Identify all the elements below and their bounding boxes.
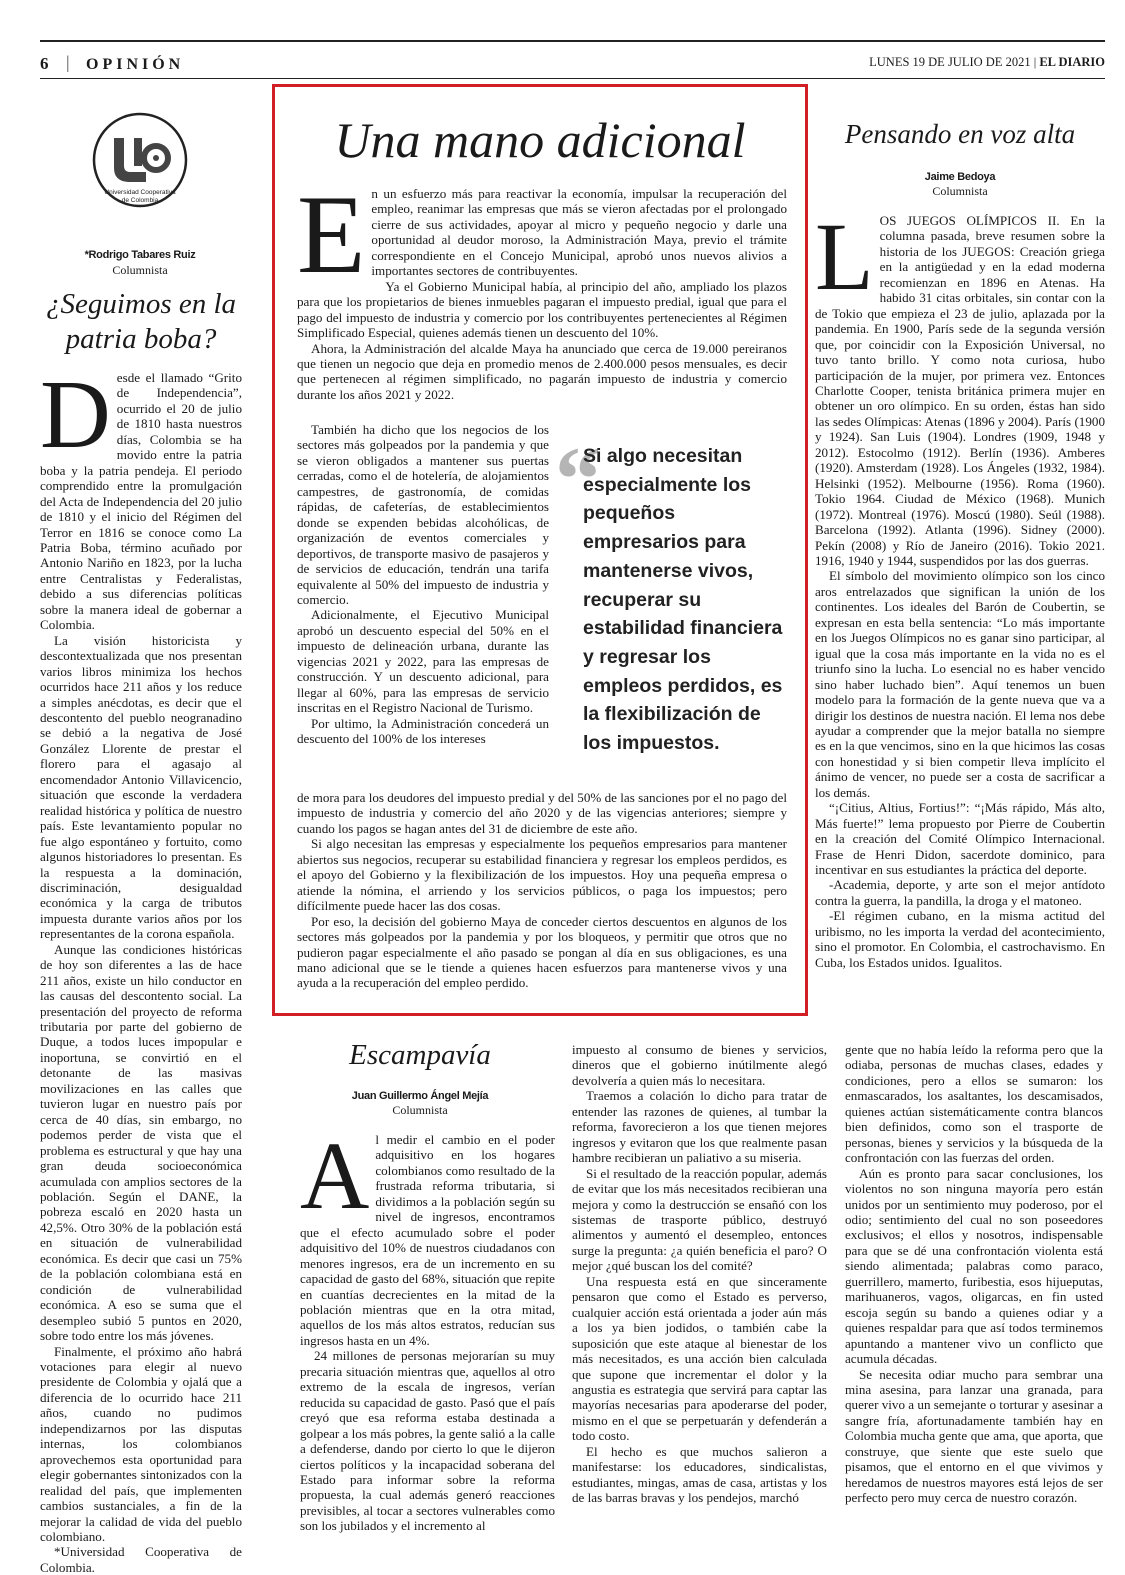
svg-text:Universidad Cooperativa: Universidad Cooperativa (104, 189, 176, 196)
bottom-col2 (572, 1042, 827, 1506)
right-headline: Pensando en voz alta (844, 119, 1076, 149)
bottom-c1p1: l medir el cambio en el poder adquisitivo en los hogares colombianos como resultado de la frustrada reforma tributaria, si dividimos a la población según su nivel de ingresos, encontramos que el efecto acumulado sobre el poder adquisitivo del 10% de nuestros ciudadanos con menores ingresos, era de un incremento en su capacidad de gasto del 68%, situación que repite en cuantías decrecientes en la mitad de la población mientras que en la otra mitad, aquellos de los más altos estratos, reducían sus ingresos hasta en un 4%. (300, 1132, 555, 1348)
paper-name: EL DIARIO (1039, 55, 1105, 69)
left-role: Columnista (112, 263, 168, 277)
bottom-c1p2: 24 millones de personas mejorarían su muy precaria situación mientras que, aquellos al otro extremo de la escala de ingresos, verían reducida su capacidad de gasto. Pasó que el país creyó que esa reforma estaba destinada a golpear a los más pobres, la gente salió a la calle a defenderse, dando por cierto lo que le dijeron ciertos políticos y la incapacidad soberana del Estado para informar sobre la reforma propuesta, la cual además generó reacciones previsibles, al tocar a sectores vulnerables como son los jubilados y el incremento al (300, 1348, 555, 1534)
right-role: Columnista (932, 184, 988, 198)
bottom-c2p3: Si el resultado de la reacción popular, además de evitar que los más necesitados recibieran una mejora y como la destrucción se ensañó con los sistemas de trasporte público, destruyó alimentos y aumentó el desempleo, entonces surge la pregunta: ¿a quién beneficia el paro? O mejor ¿qué buscan los del comité? (572, 1165, 827, 1274)
quote-mark-icon: “ (555, 428, 601, 530)
right-p2: El símbolo del movimiento olímpico son los cinco aros entrelazados que significan la unión de los continentes. Los ideales del Barón de Coubertin, se expresan en esta bella sentencia: “Lo más importante en los Juegos Olímpicos no es ganar sino participar, al igual que la cosa más importante en la vida no es el triunfo sino la lucha. Lo esencial no es haber vencido sino haber luchado bien”. Aquí tenemos un buen modelo para la formación de la gente nueva que va a dirigir los destinos de nuestra nación. El lema nos debe ayudar a comprender que la mejor batalla no siempre es en la que vencimos, sino en la que hicimos las cosas con honestidad y si bien competir lleva implícito el ánimo de vencer, no puede ser a costa de sacrificar a los demás. (815, 568, 1105, 800)
top-rule (40, 40, 1105, 42)
header-rule (40, 78, 1105, 79)
editorial-narrow-body (297, 422, 549, 747)
bottom-col1 (300, 1122, 555, 1534)
editorial-p5: Adicionalmente, el Ejecutivo Municipal aprobó un descuento especial del 50% en el impuesto de delineación urbana, durante las vigencias 2021 y 2022, para las empresas de construcción. Y un descuento adicional, para llegar al 60%, para las empresas de servicio inscritas en el Registro Nacional de Turismo. (297, 607, 549, 716)
right-p1: OS JUEGOS OLÍMPICOS II. En la columna pasada, breve resumen sobre la historia de los JUEGOS: Creación griega en la antigüedad y en la edad moderna recomienzan en 1896 en Atenas. Ha habido 31 citas orbitales, sin contar con la de Tokio que empieza el 23 de julio, aplazada por la pandemia. En 1900, París sede de la segunda versión que, por coincidir con la Exposición Universal, no tuvo tanto brillo. Y como nota curiosa, hubo participación de la mujer, por primera vez. Entonces Charlotte Cooper, tenista británica primera mujer en obtener un oro olímpico. En su orden, éstas han sido las sedes Olímpicas: Atenas (1896 y 2004). París (1900 y 1924). San Luis (1904). Londres (1909, 1948 y 2012). Estocolmo (1912). Berlín (1936). Amberes (1920). Amsterdam (1928). Los Ángeles (1932, 1984). Helsinki (1952). Melbourne (1956). Roma (1960). Tokio 1964. Ciudad de México (1968). Munich (1972). Montreal (1976). Moscú (1980). Seúl (1988). Barcelona (1992). Atlanta (1996). Sidney (2000). Pekín (2008) y Río de Janeiro (2016). Tokio 2021. 1916, 1940 y 1944, suspendidos por las dos guerras. (815, 213, 1105, 568)
editorial-p7: Si algo necesitan las empresas y especialmente los pequeños empresarios para mantener abiertos sus negocios, recuperar su estabilidad financiera y regresar los empleos perdidos, es el apoyo del Gobierno y la flexibilización de los impuestos. Hoy una pequeña empresa o atiende la nómina, el arriendo y los servicios públicos, o paga los impuestos; pero difícilmente puede hacer las dos cosas. (297, 836, 787, 914)
editorial-p4: También ha dicho que los negocios de los sectores más golpeados por la pandemia y que se vieron obligados a mantener sus puertas cerradas, como el de hotelería, de alojamientos campestres, de gastronomía, de comidas rápidas, de cafeterías, de establecimientos donde se expenden bebidas alcohólicas, de organización de eventos comerciales y deportivos, de transporte masivo de pasajeros y de servicios de educación, tendrán una tarifa equivalente al 50% del impuesto de industria y comercio. (297, 422, 549, 607)
header-separator: | (66, 52, 70, 72)
left-headline: ¿Seguimos en la patria boba? (45, 288, 237, 355)
bottom-col3 (845, 1042, 1103, 1506)
editorial-p2: Ya el Gobierno Municipal había, al principio del año, ampliado los plazos para que los propietarios de bienes inmuebles pagaran el impuesto predial, igual que para el pago del impuesto de industria y comercio por los contribuyentes pertenecientes al Régimen Simplificado Especial, quienes además tienen un descuento del 10%. (297, 278, 787, 341)
pull-quote: Si algo necesitan especialmente los pequeños empresarios para mantenerse vivos, recuperar su estabilidad financiera y regresar los empleos perdidos, es la flexibilización de los impuestos. (583, 445, 783, 755)
left-dropcap: D (40, 361, 111, 469)
header-date-line: LUNES 19 DE JULIO DE 2021 | EL DIARIO (869, 55, 1105, 69)
right-article-body (815, 203, 1105, 970)
bottom-c3p1: gente que no había leído la reforma pero que la odiaba, personas de muchas clases, edades y condiciones, pero a ellos se sumaron: los enmascarados, los asaltantes, los descamisados, quienes actúan sistemáticamente contra blancos bien definidos, como son el trasporte de personas, bienes y servicios y la búsqueda de la confrontación con las fuerzas del orden. (845, 1042, 1103, 1166)
bottom-dropcap: A (300, 1122, 370, 1229)
page-number: 6 (40, 54, 49, 73)
editorial-p1: n un esfuerzo más para reactivar la economía, impulsar la recuperación del empleo, reanimar las empresas que más se vieron afectadas por el prolongado cierre de sus actividades, apoyar al micro y pequeño negocio y darle una oportunidad al deudor moroso, la Administración Maya, previo el trámite correspondiente en el Concejo Municipal, aprobó unos nuevos alivios a importantes sectores de contribuyentes. (371, 186, 787, 279)
editorial-p8: Por eso, la decisión del gobierno Maya de conceder ciertos descuentos en algunos de los sectores más golpeados por la pandemia y por los bloqueos, y permitir que otros que no pudieron pagar especialmente el año pasado se pongan al día en sus obligaciones, es una mano adicional que se le tiende a quienes hacen esfuerzos para mantenerse vivos y una ayuda a la recuperación del empleo perdido. (297, 913, 787, 991)
bottom-c2p4: Una respuesta está en que sinceramente pensaron que como el Estado es perverso, cualquier acción está orientada a joder aún más a los ya bien jodidos, o también cabe la suposición que este ataque al bienestar de los más necesitados, es una acción bien calculada que supone que incrementar el dolor y la angustia es estrategia que servirá para captar las mayorías necesarias para apoderarse del poder, mismo en el que se perpetuarán y defenderán a todo costo. (572, 1273, 827, 1444)
editorial-dropcap: E (297, 173, 366, 297)
left-author: *Rodrigo Tabares Ruiz (84, 249, 196, 261)
bottom-c2p2: Traemos a colación lo dicho para tratar de entender las razones de quienes, al tumbar la reforma, favorecieron a los que tienen mejores ingresos y evitaron que los que realmente pasan hambre recibieran un paliativo a su miseria. (572, 1088, 827, 1166)
right-p3: “¡Citius, Altius, Fortius!”: “¡Más rápido, Más alto, Más fuerte!” lema propuesto por Pierre de Coubertin en la creación del Comité Olímpico Internacional. Frase de Henri Didon, sacerdote dominico, para incentivar en sus estudiantes la práctica del deporte. (815, 800, 1105, 878)
university-logo-icon (90, 110, 190, 230)
university-logo (90, 110, 190, 230)
bottom-c3p3: Se necesita odiar mucho para sembrar una mina asesina, para lanzar una granada, para querer vivo a un semejante o torturar y asesinar a sangre fría, afortunadamente también hay en Colombia mucha gente que ama, que aporta, que construye, que siente que este suelo que pisamos, que el entorno en el que vivimos y heredamos de nuestros mayores está lejos de ser perfecto pero muy cerca de nuestro corazón. (845, 1366, 1103, 1506)
left-article-body (40, 361, 242, 1575)
left-p2: La visión historicista y descontextualizada que nos presentan varios libros minimiza los hechos ocurridos hace 211 años y los reduce a simples anécdotas, es decir que el descontento del pueblo neogranadino se debió a la negativa de José González Llorente de prestar el florero para el agasajo al encomendador Antonio Villavicencio, situación que esconde la verdadera realidad histórica y política de nuestro país. Este levantamiento popular no fue algo espontáneo y fortuito, como algunos historiadores lo presentan. Es la respuesta a la dominación, discriminación, desigualdad económica y la carga de tributos impuesta durante varios años por los representantes de la corona española. (40, 632, 242, 942)
editorial-p6a: Por ultimo, la Administración concederá un descuento del 100% de los intereses (297, 715, 549, 747)
left-p1: esde el llamado “Grito de Independencia”, ocurrido el 20 de julio de 1810 hasta nuestros días, Colombia se ha movido entre la patria boba y la patria pendeja. El periodo comprendido entre la promulgación del Acta de Independencia del 20 julio de 1810 y el inicio del Régimen del Terror en 1816 se conoce como La Patria Boba, término acuñado por Antonio Nariño en 1823, por la lucha entre Centralistas y Federalistas, debido a sus diferencias políticas sobre la manera ideal de gobernar a Colombia. (40, 370, 242, 633)
section-title: OPINIÓN (86, 56, 185, 73)
editorial-p3: Ahora, la Administración del alcalde Maya ha anunciado que cerca de 19.000 pereiranos que tienen un negocio que deja en promedio menos de 2.400.000 pesos mensuales, es decir que pertenecen al régimen simplificado, no pagarán impuesto de industria y comercio durante los años 2021 y 2022. (297, 340, 787, 402)
svg-text:de Colombia: de Colombia (121, 197, 159, 204)
editorial-p6b: de mora para los deudores del impuesto predial y del 50% de las sanciones por el no pago del impuesto de industria y comercio del año 2020 y de las vigencias anteriores; siempre y cuando los pagos se hagan antes del 31 de diciembre de este año. (297, 790, 787, 836)
editorial-top-body (297, 173, 787, 402)
bottom-c3p2: Aún es pronto para sacar conclusiones, los violentos no son ninguna mayoría pero están unidos por un sentimiento muy poderoso, por el odio; sentimiento del cual no son poseedores exclusivos; el ellos y nosotros, indispensable para que se dé una confrontación violenta está siendo alimentada; palabras como paraco, guerrillero, mamerto, furibestia, esos hijueputas, marihuaneros, vagos, oligarcas, en fin usted escoja según su bando a quienes odiar y a quienes respaldar para que así todos terminemos apuntando a mantener vivo un conflicto que acumula décadas. (845, 1165, 1103, 1367)
right-p4: -Academia, deporte, y arte son el mejor antídoto contra la guerra, la pandilla, la droga y el matoneo. (815, 877, 1105, 908)
right-dropcap: L (815, 203, 874, 310)
left-p3: Aunque las condiciones históricas de hoy son diferentes a las de hace 211 años, existe un hilo conductor en las causas del descontento social. La presentación del proyecto de reforma tributaria por parte del gobierno de Duque, a todos luces impopular e inoportuna, se convirtió en el detonante de las masivas movilizaciones en las calles que tuvieron lugar en nuestro país por cerca de 40 días, sin embargo, no podemos perder de vista que el problema es estructural y que hay una gran deuda socioeconómica acumulada con amplios sectores de la población. Según el DANE, la pobreza escaló en 2020 hasta un 42,5%. Otro 30% de la población está en situación de vulnerabilidad económica. Es decir que casi un 75% de la población colombiana está en condición de vulnerabilidad económica. A eso se suma que el desempleo subió 5 puntos en 2020, sobre todo entre los más jóvenes. (40, 941, 242, 1344)
right-p5: -El régimen cubano, en la misma actitud del uribismo, no les importa la verdad del acontecimiento, sino el promotor. En Colombia, el castrochavismo. En Cuba, los Estados unidos. Igualitos. (815, 908, 1105, 970)
bottom-role: Columnista (392, 1103, 448, 1117)
right-author: Jaime Bedoya (924, 171, 996, 183)
bottom-c2p1: impuesto al consumo de bienes y servicios, dineros que el gobierno inútilmente alegó devolvería a quien más lo necesitara. (572, 1042, 827, 1088)
bottom-headline: Escampavía (349, 1039, 491, 1071)
left-p5: *Universidad Cooperativa de Colombia. (40, 1544, 242, 1575)
bottom-author: Juan Guillermo Ángel Mejía (351, 1090, 489, 1102)
editorial-headline: Una mano adicional (334, 112, 746, 168)
bottom-c2p5: El hecho es que muchos salieron a manifestarse: los educadores, sindicalistas, estudiantes, mingas, amas de casa, artistas y los de las barras bravas y los pendejos, marchó (572, 1443, 827, 1506)
editorial-bottom-body (297, 790, 787, 991)
left-p4: Finalmente, el próximo año habrá votaciones para elegir al nuevo presidente de Colombia y ojalá que a diferencia de lo ocurrido hace 211 años, cuando no pudimos independizarnos por las disputas internas, los colombianos aprovechemos esta oportunidad para elegir gobernantes sintonizados con la realidad del país, que implementen cambios sustanciales, a fin de la mejorar la calidad de vida del pueblo colombiano. (40, 1343, 242, 1544)
header-date: LUNES 19 DE JULIO DE 2021 (869, 55, 1031, 69)
